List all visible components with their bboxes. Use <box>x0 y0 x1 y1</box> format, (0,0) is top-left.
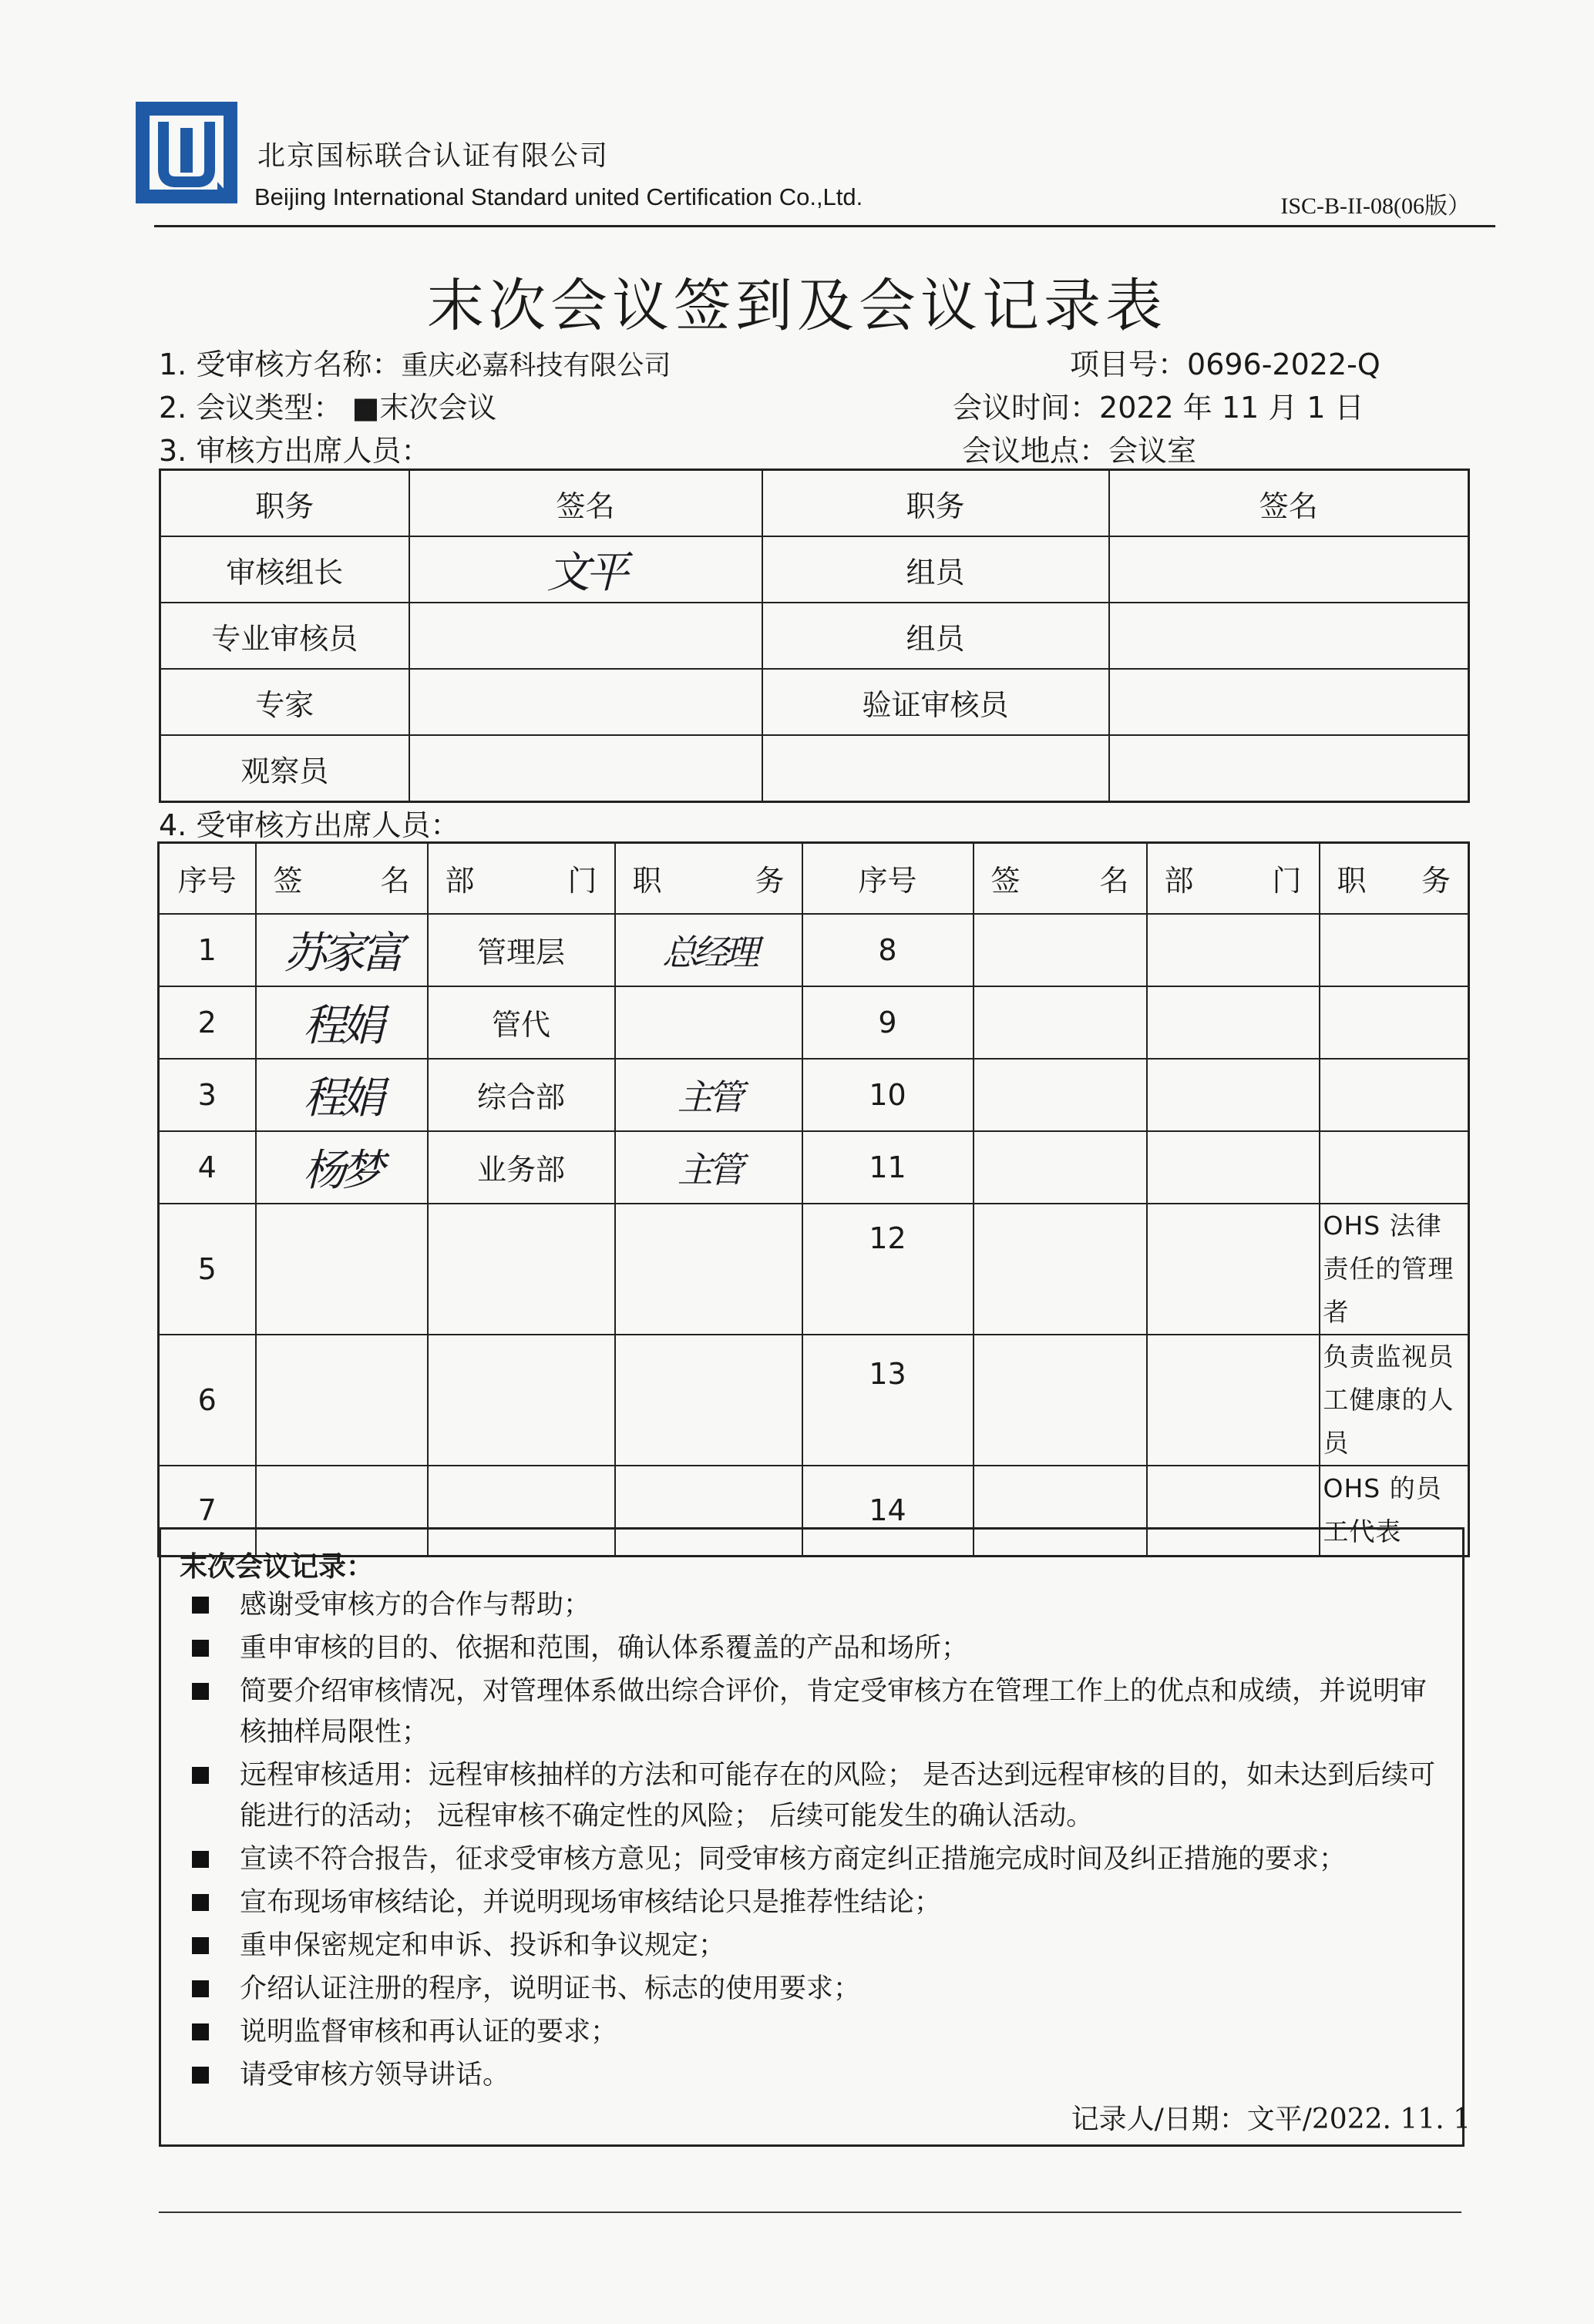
position-cell <box>615 1059 802 1131</box>
handwritten-signature: 程娟 <box>303 1000 380 1051</box>
department-cell: 管理层 <box>428 914 615 986</box>
square-bullet-icon <box>192 1937 209 1954</box>
note-text: 介绍认证注册的程序，说明证书、标志的使用要求； <box>240 1973 861 2004</box>
header-char: 职 <box>1337 864 1367 898</box>
note-text: 重申审核的目的、依据和范围，确认体系覆盖的产品和场所； <box>240 1633 969 1664</box>
role-cell: 审核组长 <box>160 536 409 603</box>
table-row <box>159 1131 1469 1204</box>
row-number: 4 <box>159 1131 256 1204</box>
form-code: ISC-B-II-08(06版） <box>1280 193 1471 219</box>
header-department <box>428 843 615 914</box>
position-cell <box>615 1131 802 1204</box>
role-cell: 专家 <box>160 669 409 735</box>
project-label: 项目号： <box>1070 348 1188 381</box>
header-divider <box>154 225 1495 227</box>
department-cell: 业务部 <box>428 1131 615 1204</box>
position-cell <box>615 1335 802 1466</box>
note-text: 请受审核方领导讲话。 <box>240 2060 510 2091</box>
table-row <box>160 536 1469 603</box>
list-item <box>192 1628 1441 1669</box>
position-cell <box>615 1204 802 1335</box>
header-position <box>615 843 802 914</box>
note-text: 宣布现场审核结论，并说明现场审核结论只是推荐性结论； <box>240 1887 942 1918</box>
project-number-field <box>1070 341 1380 383</box>
company-name-cn: 北京国标联合认证有限公司 <box>257 140 610 172</box>
auditee-label: 1. 受审核方名称： <box>159 348 402 381</box>
meeting-type-label: 2. 会议类型： <box>159 391 343 425</box>
signature-cell <box>1109 735 1469 802</box>
signature-cell <box>409 669 762 735</box>
position-cell <box>615 914 802 986</box>
handwritten-signature: 程娟 <box>303 1073 380 1123</box>
position-cell <box>615 986 802 1059</box>
position-cell <box>1320 914 1469 986</box>
row-number: 9 <box>802 986 974 1059</box>
header-char: 签 <box>273 864 303 898</box>
table-row <box>159 1059 1469 1131</box>
position-cell <box>1320 1059 1469 1131</box>
note-text: 说明监督审核和再认证的要求； <box>240 2017 618 2047</box>
header-char: 名 <box>1099 864 1129 898</box>
handwritten-signature: 文平 <box>546 548 624 598</box>
header-role: 职务 <box>762 470 1109 537</box>
handwritten-position: 总经理 <box>662 931 755 973</box>
meeting-time-value: 2022 年 11 月 1 日 <box>1099 391 1364 425</box>
header-char: 职 <box>632 864 662 898</box>
meeting-place-field <box>962 427 1196 469</box>
note-text: 简要介绍审核情况，对管理体系做出综合评价，肯定受审核方在管理工作上的优点和成绩，并说明审核抽样局限性； <box>240 1676 1428 1748</box>
table-row <box>160 603 1469 669</box>
table-row <box>160 669 1469 735</box>
signature-cell <box>1109 669 1469 735</box>
signature-cell <box>256 1059 428 1131</box>
square-bullet-icon <box>192 1851 209 1868</box>
department-cell <box>1147 1204 1320 1335</box>
header-signature: 签名 <box>1109 470 1469 537</box>
header-signature <box>256 843 428 914</box>
row-number: 7 <box>159 1466 256 1557</box>
row-number: 3 <box>159 1059 256 1131</box>
header-no: 序号 <box>159 843 256 914</box>
department-cell <box>1147 1335 1320 1466</box>
handwritten-position: 主管 <box>678 1148 739 1191</box>
footer-divider <box>159 2211 1461 2213</box>
meeting-place-value: 会议室 <box>1108 434 1197 468</box>
meeting-place-label: 会议地点： <box>962 434 1109 468</box>
signature-cell <box>256 1335 428 1466</box>
meeting-time-field <box>953 384 1364 426</box>
row-number: 14 <box>802 1466 974 1557</box>
meeting-notes-box <box>159 1527 1465 2147</box>
company-logo-icon <box>133 99 240 207</box>
notes-title: 末次会议记录： <box>180 1551 375 1583</box>
square-bullet-icon <box>192 2067 209 2084</box>
signature-cell <box>974 914 1147 986</box>
notes-list <box>192 1585 1441 2098</box>
signature-cell <box>256 914 428 986</box>
row-number: 13 <box>802 1335 974 1466</box>
row-number: 12 <box>802 1204 974 1335</box>
meeting-time-label: 会议时间： <box>953 391 1100 425</box>
row-number: 10 <box>802 1059 974 1131</box>
square-bullet-icon <box>192 1980 209 1997</box>
audit-team-table <box>159 468 1470 803</box>
header-char: 签 <box>990 864 1021 898</box>
signature-cell <box>1109 536 1469 603</box>
note-text: 宣读不符合报告，征求受审核方意见；同受审核方商定纠正措施完成时间及纠正措施的要求； <box>240 1844 1347 1875</box>
role-cell <box>762 735 1109 802</box>
table-row <box>159 914 1469 986</box>
list-item <box>192 2055 1441 2096</box>
list-item <box>192 1882 1441 1923</box>
header-char: 部 <box>445 864 475 898</box>
square-bullet-icon <box>192 1640 209 1657</box>
position-cell: OHS 的员工代表 <box>1320 1466 1469 1557</box>
department-cell <box>1147 1059 1320 1131</box>
position-cell <box>1320 1131 1469 1204</box>
signature-cell <box>974 1131 1147 1204</box>
note-text: 感谢受审核方的合作与帮助； <box>240 1590 591 1620</box>
auditee-name-field <box>159 341 671 383</box>
list-item <box>192 1671 1441 1753</box>
role-cell: 组员 <box>762 603 1109 669</box>
department-cell <box>428 1204 615 1335</box>
signature-cell <box>409 603 762 669</box>
header-char: 务 <box>755 864 785 898</box>
table-row <box>160 735 1469 802</box>
note-text: 重申保密规定和申诉、投诉和争议规定； <box>240 1930 726 1961</box>
table-header-row <box>159 843 1469 914</box>
table-row <box>159 1204 1469 1335</box>
list-item <box>192 1969 1441 2010</box>
company-name-en: Beijing International Standard united Certification Co.,Ltd. <box>254 183 863 210</box>
signature-cell <box>409 536 762 603</box>
meeting-type-field <box>159 384 496 426</box>
role-cell: 验证审核员 <box>762 669 1109 735</box>
signature-cell <box>974 986 1147 1059</box>
square-bullet-icon <box>192 1597 209 1614</box>
auditee-value: 重庆必嘉科技有限公司 <box>401 351 671 381</box>
signature-cell <box>256 986 428 1059</box>
header-char: 名 <box>380 864 410 898</box>
header-position <box>1320 843 1469 914</box>
role-cell: 组员 <box>762 536 1109 603</box>
signature-cell <box>409 735 762 802</box>
signature-cell <box>974 1204 1147 1335</box>
square-bullet-icon <box>192 1767 209 1784</box>
table-header-row <box>160 470 1469 537</box>
row-number: 1 <box>159 914 256 986</box>
handwritten-position: 主管 <box>678 1076 739 1118</box>
department-cell: 综合部 <box>428 1059 615 1131</box>
note-text: 远程审核适用：远程审核抽样的方法和可能存在的风险； 是否达到远程审核的目的，如未达到后续可能进行的活动； 远程审核不确定性的风险； 后续可能发生的确认活动。 <box>240 1760 1436 1832</box>
table-row <box>159 986 1469 1059</box>
department-cell <box>428 1335 615 1466</box>
position-cell: OHS 法律责任的管理者 <box>1320 1204 1469 1335</box>
square-bullet-icon <box>192 1683 209 1700</box>
role-cell: 观察员 <box>160 735 409 802</box>
project-value: 0696-2022-Q <box>1187 348 1380 381</box>
list-item <box>192 1926 1441 1966</box>
square-bullet-icon <box>192 1894 209 1911</box>
handwritten-signature: 杨梦 <box>303 1145 380 1196</box>
department-cell <box>1147 914 1320 986</box>
department-cell: 管代 <box>428 986 615 1059</box>
row-number: 2 <box>159 986 256 1059</box>
document-title: 末次会议签到及会议记录表 <box>427 273 1167 339</box>
list-item <box>192 2012 1441 2053</box>
row-number: 6 <box>159 1335 256 1466</box>
department-cell <box>1147 986 1320 1059</box>
meeting-type-value: ■末次会议 <box>351 391 497 425</box>
audit-attendees-label: 3. 审核方出席人员： <box>159 434 431 468</box>
position-cell: 负责监视员工健康的人员 <box>1320 1335 1469 1466</box>
header-char: 务 <box>1421 864 1451 898</box>
header-no: 序号 <box>802 843 974 914</box>
signature-cell <box>974 1059 1147 1131</box>
list-item <box>192 1585 1441 1626</box>
role-cell: 专业审核员 <box>160 603 409 669</box>
header-char: 部 <box>1164 864 1194 898</box>
signature-cell <box>974 1335 1147 1466</box>
handwritten-signature: 苏家富 <box>284 928 399 979</box>
list-item <box>192 1839 1441 1880</box>
header-char: 门 <box>1272 864 1302 898</box>
signature-cell <box>1109 603 1469 669</box>
header-department <box>1147 843 1320 914</box>
row-number: 8 <box>802 914 974 986</box>
square-bullet-icon <box>192 2023 209 2040</box>
auditee-attendees-label: 4. 受审核方出席人员： <box>159 808 460 842</box>
header-signature <box>974 843 1147 914</box>
header-signature: 签名 <box>409 470 762 537</box>
department-cell <box>1147 1131 1320 1204</box>
header-role: 职务 <box>160 470 409 537</box>
header-char: 门 <box>567 864 597 898</box>
auditee-attendees-table <box>157 841 1470 1557</box>
row-number: 5 <box>159 1204 256 1335</box>
signature-cell <box>256 1204 428 1335</box>
list-item <box>192 1755 1441 1837</box>
table-row <box>159 1335 1469 1466</box>
row-number: 11 <box>802 1131 974 1204</box>
recorder-date: 记录人/日期：文平/2022. 11. 1 <box>1071 2104 1471 2135</box>
position-cell <box>1320 986 1469 1059</box>
signature-cell <box>256 1131 428 1204</box>
